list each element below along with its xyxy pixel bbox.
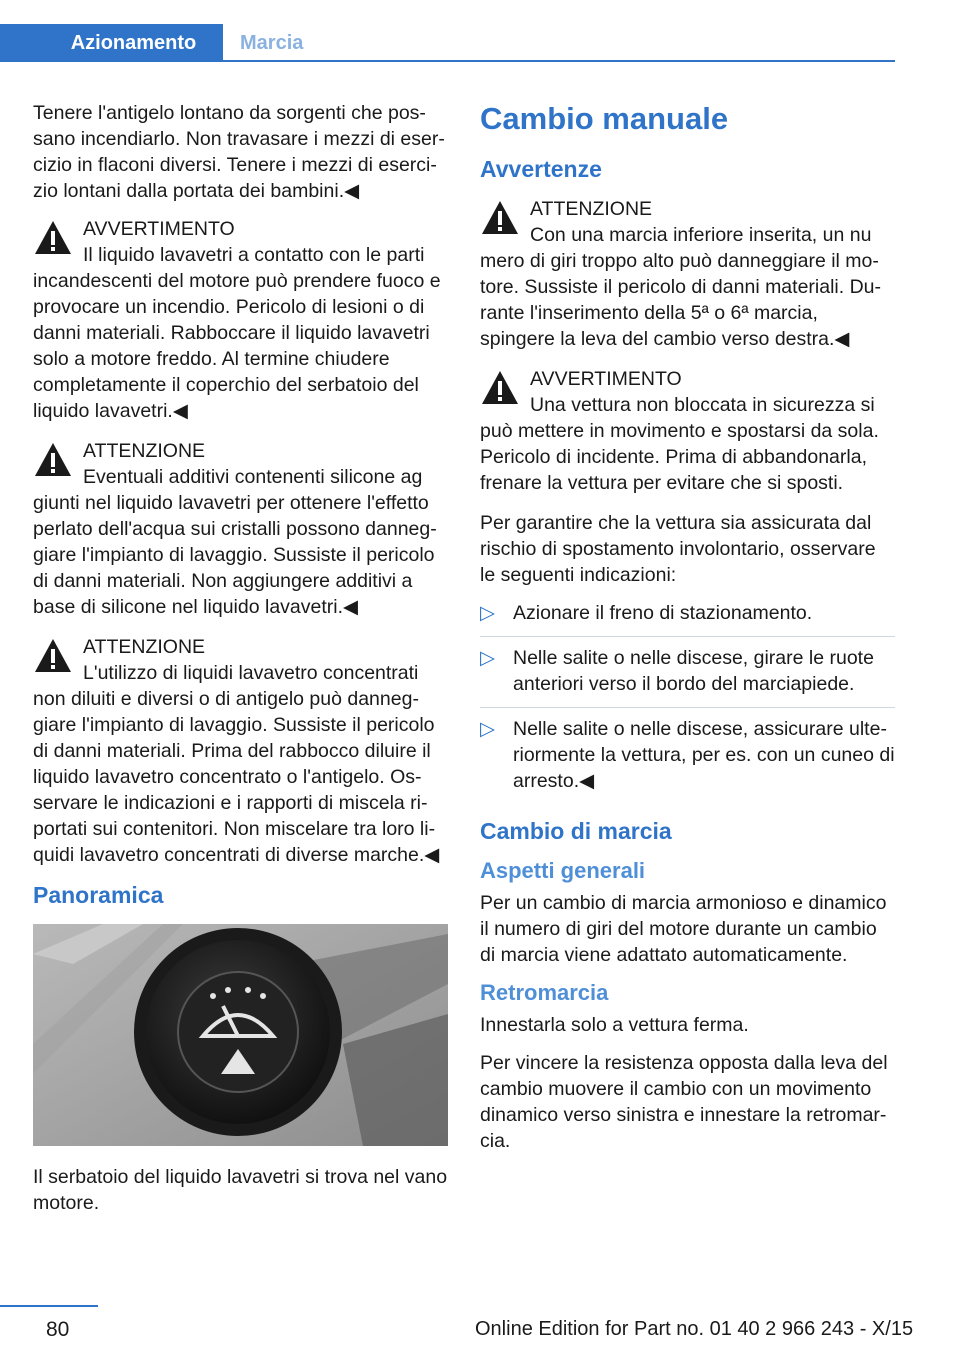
warning-triangle-icon <box>33 218 73 258</box>
warning-text: incandescenti del motore può prendere fuoco e provocare un incendio. Pericolo di lesioni o di danni materiali. Rabboccare il liquido lavavetri solo a motore freddo. Al termine chiudere completamente il coperchio del serbatoio del liquido lavavetri.◀ <box>33 270 441 422</box>
page-number: 80 <box>46 1318 70 1341</box>
edition-footer: Online Edition for Part no. 01 40 2 966 243 - X/15 <box>475 1318 914 1340</box>
warning-triangle-icon <box>480 198 520 238</box>
warning-block <box>33 216 448 424</box>
warning-title: AVVERTIMENTO <box>530 368 682 390</box>
caution-line: Con una marcia inferiore inserita, un nu <box>530 224 872 246</box>
warning-text: può mettere in movimento e spostarsi da sola. Pericolo di incidente. Prima di abbandonarla, frenare la vettura per evitare che si sposti. <box>480 420 879 494</box>
footer-rule <box>0 1305 98 1307</box>
warning-triangle-icon <box>33 636 73 676</box>
warning-triangle-icon <box>480 368 520 408</box>
triangle-bullet-icon: ▷ <box>480 602 495 624</box>
caution-title: ATTENZIONE <box>83 636 206 658</box>
tab-marcia-label: Marcia <box>240 31 304 54</box>
left-column <box>33 100 448 1228</box>
list-item-text: Nelle salite o nelle discese, girare le ruote anteriori verso il bordo del marciapiede. <box>513 647 874 695</box>
intro-paragraph: Tenere l'antigelo lontano da sorgenti che possano incendiarlo. Non travasare i mezzi di esercizio in flaconi diversi. Tenere i mezzi di esercizio lontani dalla portata dei bambini.◀ <box>33 102 445 202</box>
retromarcia-text-1: Innestarla solo a vettura ferma. <box>480 1014 749 1036</box>
right-column <box>480 100 895 1166</box>
warning-line: Il liquido lavavetri a contatto con le parti <box>83 244 425 266</box>
subsection-heading-cambio-di-marcia: Cambio di marcia <box>480 818 672 844</box>
list-item <box>480 716 895 804</box>
caution-block <box>33 634 448 868</box>
chapter-title: Cambio manuale <box>480 101 729 136</box>
triangle-bullet-icon: ▷ <box>480 647 495 669</box>
caution-block <box>480 196 895 352</box>
photo-caption: Il serbatoio del liquido lavavetri si trova nel vano motore. <box>33 1166 448 1214</box>
warning-triangle-icon <box>33 440 73 480</box>
caution-text: giunti nel liquido lavavetri per ottenere l'effetto perlato dell'acqua sui cristalli possono danneggiare l'impianto di lavaggio. Sussiste il pericolo di danni materiali. Non aggiungere additivi a base di silicone nel liquido lavavetri.◀ <box>33 492 437 618</box>
washer-reservoir-photo <box>33 924 448 1146</box>
list-item <box>480 645 895 708</box>
tab-azionamento[interactable] <box>0 24 223 62</box>
section-heading-panoramica: Panoramica <box>33 882 164 908</box>
caution-text: non diluiti e diversi o di antigelo può danneggiare l'impianto di lavaggio. Sussiste il pericolo di danni materiali. Prima del rabbocco diluire il liquido lavavetro concentrato o l'antigelo. Osservare le indicazioni e i rapporti di miscela riportati sui contenitori. Non miscelare tra loro liquidi lavavetro concentrati di diverse marche.◀ <box>33 688 440 866</box>
list-item-text: Nelle salite o nelle discese, assicurare ulteriormente la vettura, per es. con un cuneo di arresto.◀ <box>513 718 895 792</box>
caution-block <box>33 438 448 620</box>
instruction-paragraph: Per garantire che la vettura sia assicurata dal rischio di spostamento involontario, osservare le seguenti indicazioni: <box>480 512 876 586</box>
caution-text: mero di giri troppo alto può danneggiare il motore. Sussiste il pericolo di danni materiali. Durante l'inserimento della 5ª o 6ª marcia, spingere la leva del cambio verso destra.◀ <box>480 250 882 350</box>
header-rule <box>0 60 895 62</box>
warning-line: Una vettura non bloccata in sicurezza si <box>530 394 875 416</box>
caution-title: ATTENZIONE <box>530 198 653 220</box>
bullet-list <box>480 600 895 804</box>
caution-line: Eventuali additivi contenenti silicone ag <box>83 466 423 488</box>
caution-title: ATTENZIONE <box>83 440 206 462</box>
warning-title: AVVERTIMENTO <box>83 218 235 240</box>
heading-retromarcia: Retromarcia <box>480 980 609 1005</box>
tab-azionamento-label: Azionamento <box>70 31 197 54</box>
list-item-text: Azionare il freno di stazionamento. <box>513 602 813 624</box>
retromarcia-text-2: Per vincere la resistenza opposta dalla leva del cambio muovere il cambio con un movimento dinamico verso sinistra e innestare la retromarcia. <box>480 1052 888 1152</box>
triangle-bullet-icon: ▷ <box>480 718 495 740</box>
warning-block <box>480 366 895 496</box>
list-item <box>480 600 895 637</box>
tab-marcia[interactable] <box>240 24 303 62</box>
page-header <box>0 0 895 62</box>
heading-aspetti-generali: Aspetti generali <box>480 858 646 883</box>
subsection-heading-avvertenze: Avvertenze <box>480 156 602 182</box>
caution-line: L'utilizzo di liquidi lavavetro concentrati <box>83 662 419 684</box>
aspetti-generali-text: Per un cambio di marcia armonioso e dinamico il numero di giri del motore durante un cambio di marcia viene adattato automaticamente. <box>480 892 887 966</box>
